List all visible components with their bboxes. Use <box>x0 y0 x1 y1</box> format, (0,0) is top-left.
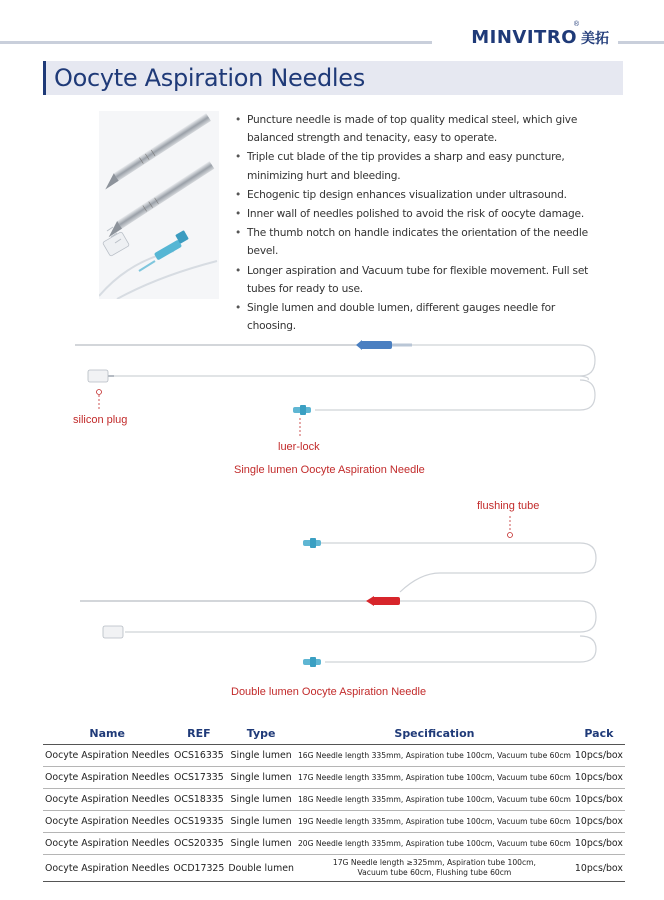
specification-table <box>43 722 625 882</box>
cell-type: Double lumen <box>226 855 296 882</box>
cell-spec: 17G Needle length 335mm, Aspiration tube 100cm, Vacuum tube 60cm <box>296 767 573 789</box>
feature-item: • Single lumen and double lumen, different gauges needle for choosing. <box>235 299 607 335</box>
flushing-luer-shape <box>303 538 321 548</box>
cell-spec: 19G Needle length 335mm, Aspiration tube 100cm, Vacuum tube 60cm <box>296 811 573 833</box>
luer-lock-label: luer-lock <box>278 441 320 453</box>
feature-item: • Inner wall of needles polished to avoid the risk of oocyte damage. <box>235 205 607 223</box>
cell-pack: 10pcs/box <box>573 833 625 855</box>
hub-tip-red <box>366 596 374 606</box>
spec-line: Vacuum tube 60cm, Flushing tube 60cm <box>357 868 512 877</box>
single-lumen-diagram <box>75 345 595 410</box>
needle-hub <box>360 341 392 349</box>
table-row <box>43 855 625 882</box>
cell-ref: OCS17335 <box>171 767 226 789</box>
double-callout-lines <box>508 516 513 538</box>
col-ref: REF <box>171 722 226 745</box>
col-specification: Specification <box>296 722 573 745</box>
cell-ref: OCS20335 <box>171 833 226 855</box>
cell-ref: OCD17325 <box>171 855 226 882</box>
cell-spec: 20G Needle length 335mm, Aspiration tube 100cm, Vacuum tube 60cm <box>296 833 573 855</box>
table-row <box>43 833 625 855</box>
feature-item: • Longer aspiration and Vacuum tube for flexible movement. Full set tubes for ready to use. <box>235 262 607 298</box>
cell-pack: 10pcs/box <box>573 767 625 789</box>
cell-spec <box>296 855 573 882</box>
cell-spec: 18G Needle length 335mm, Aspiration tube 100cm, Vacuum tube 60cm <box>296 789 573 811</box>
cell-spec: 16G Needle length 335mm, Aspiration tube 100cm, Vacuum tube 60cm <box>296 745 573 767</box>
cell-name: Oocyte Aspiration Needles <box>43 789 171 811</box>
table-row <box>43 789 625 811</box>
needle-hub-red <box>372 597 400 605</box>
cell-pack: 10pcs/box <box>573 855 625 882</box>
silicon-plug-label: silicon plug <box>73 414 128 426</box>
table-row <box>43 811 625 833</box>
feature-item: • Puncture needle is made of top quality medical steel, which give balanced strength and tenacity, easy to operate. <box>235 111 607 147</box>
hub-tip <box>356 340 362 350</box>
cell-type: Single lumen <box>226 833 296 855</box>
single-lumen-hub <box>356 340 412 350</box>
cell-name: Oocyte Aspiration Needles <box>43 811 171 833</box>
double-plug-shape <box>103 626 123 638</box>
cell-name: Oocyte Aspiration Needles <box>43 745 171 767</box>
cell-name: Oocyte Aspiration Needles <box>43 855 171 882</box>
table-row <box>43 745 625 767</box>
page-title: Oocyte Aspiration Needles <box>54 64 365 92</box>
feature-item: • The thumb notch on handle indicates the orientation of the needle bevel. <box>235 224 607 260</box>
luer-lock-shape <box>293 405 311 415</box>
cell-pack: 10pcs/box <box>573 745 625 767</box>
silicon-plug-shape <box>88 370 114 382</box>
registered-mark: ® <box>573 21 579 28</box>
cell-ref: OCS19335 <box>171 811 226 833</box>
single-lumen-caption: Single lumen Oocyte Aspiration Needle <box>234 464 425 476</box>
feature-item: • Echogenic tip design enhances visualization under ultrasound. <box>235 186 607 204</box>
cell-type: Single lumen <box>226 767 296 789</box>
double-vacuum-luer <box>303 657 321 667</box>
cell-type: Single lumen <box>226 789 296 811</box>
cell-name: Oocyte Aspiration Needles <box>43 767 171 789</box>
brand-cn-name: 美拓 <box>581 31 609 47</box>
double-lumen-caption: Double lumen Oocyte Aspiration Needle <box>231 686 427 698</box>
cell-ref: OCS18335 <box>171 789 226 811</box>
cell-type: Single lumen <box>226 811 296 833</box>
cell-pack: 10pcs/box <box>573 811 625 833</box>
double-lumen-diagram <box>80 543 596 662</box>
col-name: Name <box>43 722 171 745</box>
brand-name: MINVITRO <box>471 27 577 48</box>
cell-name: Oocyte Aspiration Needles <box>43 833 171 855</box>
cell-type: Single lumen <box>226 745 296 767</box>
flushing-tube-label: flushing tube <box>477 500 540 512</box>
cell-pack: 10pcs/box <box>573 789 625 811</box>
col-type: Type <box>226 722 296 745</box>
table-row <box>43 767 625 789</box>
col-pack: Pack <box>573 722 625 745</box>
cell-ref: OCS16335 <box>171 745 226 767</box>
spec-line: 17G Needle length ≥325mm, Aspiration tube 100cm, <box>332 858 536 867</box>
double-lumen-hub <box>366 596 400 606</box>
feature-item: • Triple cut blade of the tip provides a sharp and easy puncture, minimizing hurt and bleeding. <box>235 148 607 184</box>
table-header-row <box>43 722 625 745</box>
